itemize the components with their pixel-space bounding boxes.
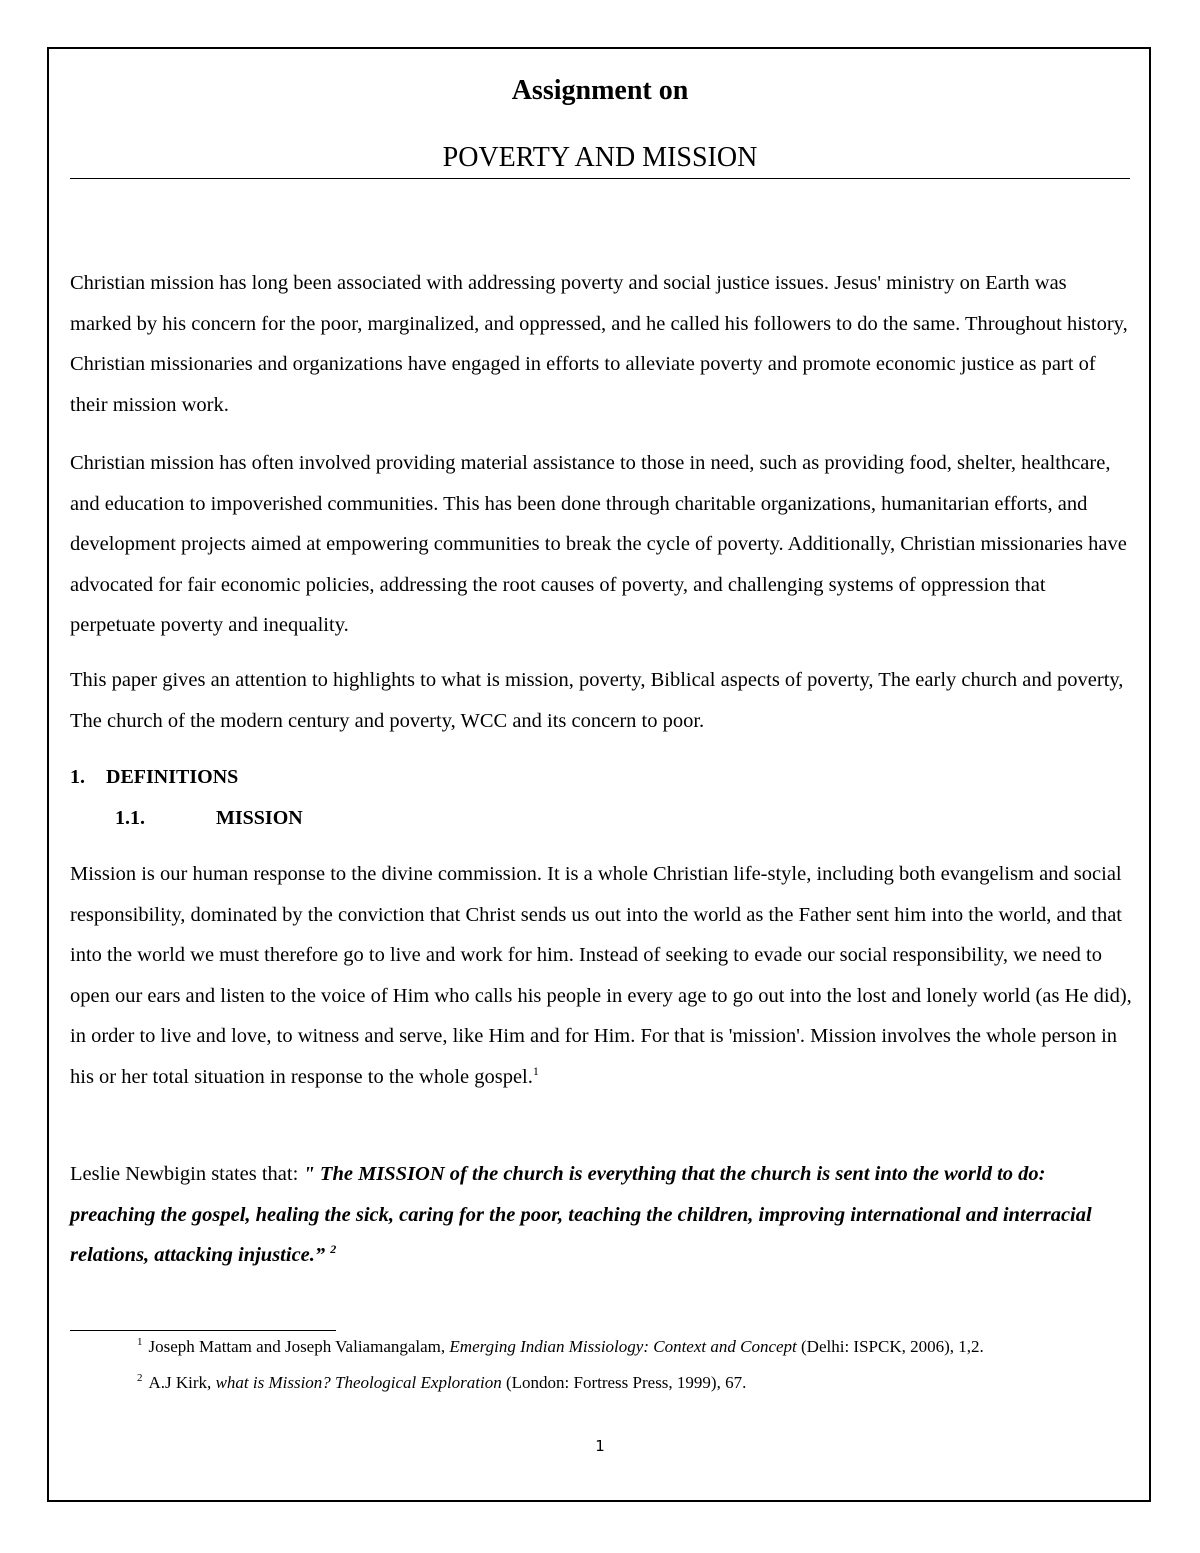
subsection-heading-mission: MISSION [216,807,303,829]
intro-paragraph-2: Christian mission has often involved providing material assistance to those in need, such as providing food, shelter, healthcare, and education to impoverished communities. This has been done through charitable organizations, humanitarian efforts, and development projects aimed at empowering communities to break the cycle of poverty. Additionally, Christian missionaries have advocated for fair economic policies, addressing the root causes of poverty, and challenging systems of oppression that perpetuate poverty and inequality. [70,452,1127,637]
footnote-2 [137,1372,746,1394]
intro-paragraph-1: Christian mission has long been associated with addressing poverty and social justice issues. Jesus' ministry on Earth was marked by his concern for the poor, marginalized, and oppressed, and he called his followers to do the same. Throughout history, Christian missionaries and organizations have engaged in efforts to alleviate poverty and promote economic justice as part of their mission work. [70,272,1128,416]
footnote-1-publication: (Delhi: ISPCK, 2006), 1,2. [796,1337,984,1356]
newbigin-quote: " The MISSION of the church is everything that the church is sent into the world to do: preaching the gospel, healing the sick, caring for the poor, teaching the children, improving international and interracial relations, attacking injustice.” [70,1163,1092,1267]
newbigin-intro: Leslie Newbigin states that: [70,1163,304,1185]
footnote-2-title: what is Mission? Theological Exploration [215,1373,502,1392]
subsection-number: 1.1. [115,807,145,829]
footnote-2-author: A.J Kirk, [148,1373,216,1392]
document-subtitle: POVERTY AND MISSION [442,142,758,173]
page-number: 1 [595,1437,605,1455]
mission-paragraph [70,854,1132,1098]
footnote-separator [70,1330,336,1331]
footnote-1-title: Emerging Indian Missiology: Context and Concept [449,1337,797,1356]
footnote-1-authors: Joseph Mattam and Joseph Valiamangalam, [148,1337,450,1356]
title-underline [70,178,1130,179]
section-number: 1. [70,766,85,788]
footnote-2-mark: 2 [137,1372,143,1385]
document-title: Assignment on [511,75,689,106]
footnote-1 [137,1336,984,1358]
footnote-2-publication: (London: Fortress Press, 1999), 67. [501,1373,747,1392]
footnote-ref-2[interactable]: 2 [330,1242,337,1257]
footnote-ref-1[interactable]: 1 [532,1064,539,1079]
section-heading-definitions: DEFINITIONS [106,766,239,788]
newbigin-paragraph [70,1154,1132,1276]
mission-paragraph-text: Mission is our human response to the divine commission. It is a whole Christian life-style, including both evangelism and social responsibility, dominated by the conviction that Christ sends us out into the world as the Father sent him into the world, and that into the world we must therefore go to live and work for him. Instead of seeking to evade our social responsibility, we need to open our ears and listen to the voice of Him who calls his people in every age to go out into the lost and lonely world (as He did), in order to live and love, to witness and serve, like Him and for Him. For that is 'mission'. Mission involves the whole person in his or her total situation in response to the whole gospel. [70,863,1132,1088]
intro-paragraph-3: This paper gives an attention to highlights to what is mission, poverty, Biblical aspects of poverty, The early church and poverty, The church of the modern century and poverty, WCC and its concern to poor. [70,669,1124,732]
footnote-1-mark: 1 [137,1336,143,1349]
